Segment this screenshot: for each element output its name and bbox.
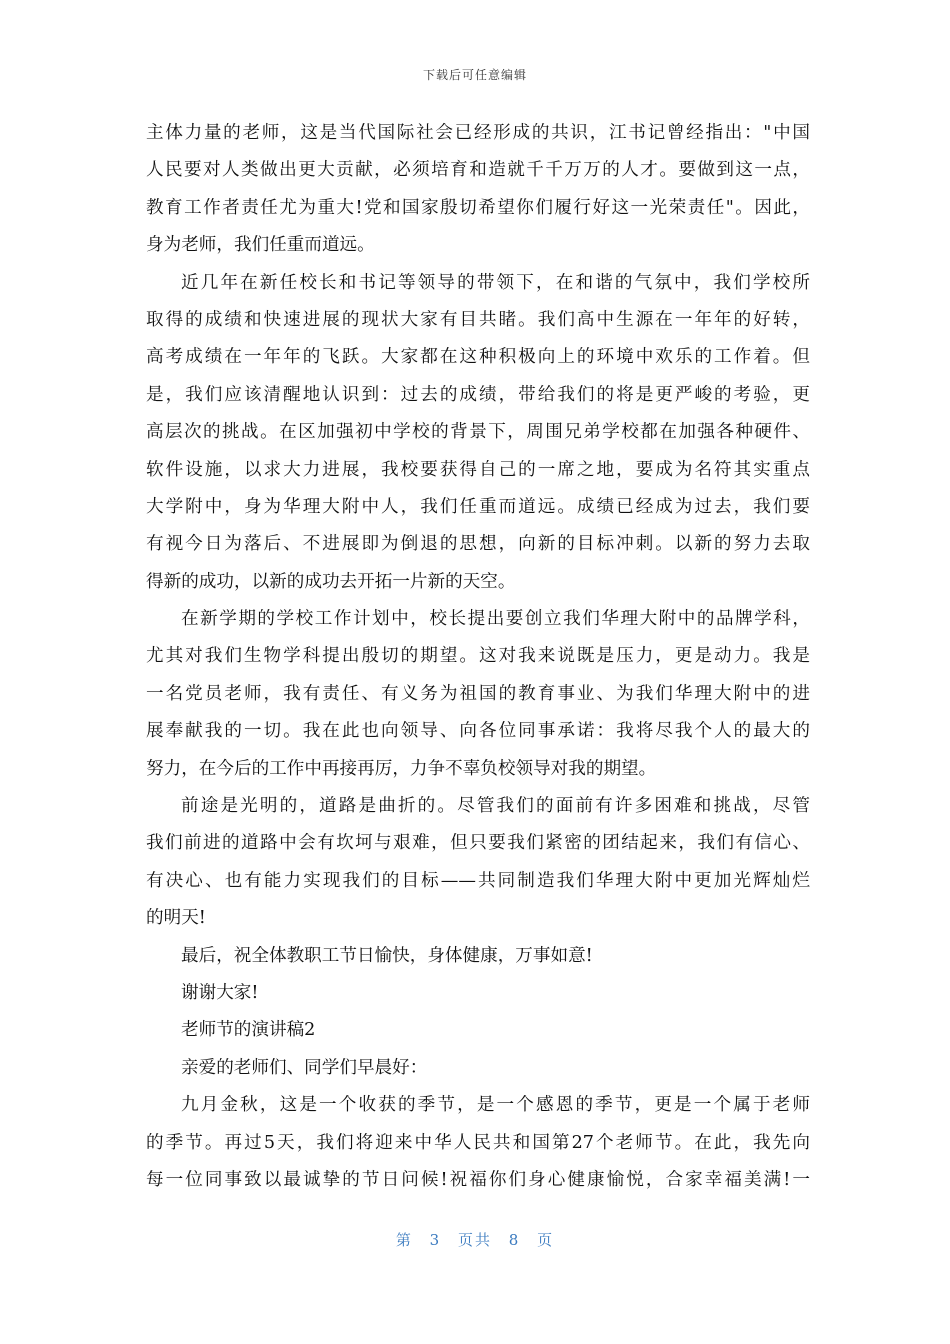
text-line: 人民要对人类做出更大贡献，必须培育和造就千千万万的人才。要做到这一点， [146,160,810,181]
text-line: 教育工作者责任尤为重大!党和国家殷切希望你们履行好这一光荣责任"。因此， [146,197,810,218]
text-line: 一名党员老师，我有责任、有义务为祖国的教育事业、为我们华理大附中的进 [146,683,810,704]
text-line: 每一位同事致以最诚挚的节日问候!祝福你们身心健康愉悦，合家幸福美满!一 [146,1169,810,1190]
section-title: 老师节的演讲稿2 [181,1020,316,1041]
text-line: 主体力量的老师，这是当代国际社会已经形成的共识，江书记曾经指出："中国 [146,123,810,143]
text-line: 九月金秋，这是一个收获的季节，是一个感恩的季节，更是一个属于老师 [181,1095,810,1116]
text-line: 大学附中，身为华理大附中人，我们任重而道远。成绩已经成为过去，我们要 [146,496,810,517]
text-line: 谢谢大家! [181,982,259,1003]
text-line: 的明天! [146,908,206,929]
text-line: 得新的成功，以新的成功去开拓一片新的天空。 [146,571,516,592]
document-body [146,115,810,1199]
text-line: 有决心、也有能力实现我们的目标——共同制造我们华理大附中更加光辉灿烂 [146,870,810,891]
page-header: 下载后可任意编辑 [422,68,527,82]
text-line: 身为老师，我们任重而道远。 [146,235,375,256]
text-line: 高层次的挑战。在区加强初中学校的背景下，周围兄弟学校都在加强各种硬件、 [146,422,810,443]
text-line: 在新学期的学校工作计划中，校长提出要创立我们华理大附中的品牌学科， [181,609,810,630]
text-line: 亲爱的老师们、同学们早晨好： [181,1057,428,1078]
text-line: 软件设施，以求大力进展，我校要获得自己的一席之地，要成为名符其实重点 [146,459,810,480]
text-line: 是，我们应该清醒地认识到：过去的成绩，带给我们的将是更严峻的考验，更 [146,384,810,405]
text-line: 我们前进的道路中会有坎坷与艰难，但只要我们紧密的团结起来，我们有信心、 [146,833,810,854]
text-line: 近几年在新任校长和书记等领导的带领下，在和谐的气氛中，我们学校所 [181,272,810,293]
text-line: 尤其对我们生物学科提出殷切的期望。这对我来说既是压力，更是动力。我是 [146,646,810,667]
text-line: 前途是光明的，道路是曲折的。尽管我们的面前有许多困难和挑战，尽管 [181,796,810,817]
text-line: 展奉献我的一切。我在此也向领导、向各位同事承诺：我将尽我个人的最大的 [146,721,810,742]
text-line: 取得的成绩和快速进展的现状大家有目共睹。我们高中生源在一年年的好转， [146,309,810,330]
text-line: 努力，在今后的工作中再接再厉，力争不辜负校领导对我的期望。 [146,758,657,779]
page-number: 第 3 页共 8 页 [395,1231,555,1249]
text-line: 有视今日为落后、不进展即为倒退的思想，向新的目标冲刺。以新的努力去取 [146,534,810,555]
text-line: 的季节。再过5天，我们将迎来中华人民共和国第27个老师节。在此，我先向 [146,1132,810,1153]
text-line: 最后，祝全体教职工节日愉快，身体健康，万事如意! [181,945,593,966]
text-line: 高考成绩在一年年的飞跃。大家都在这种积极向上的环境中欢乐的工作着。但 [146,347,810,368]
